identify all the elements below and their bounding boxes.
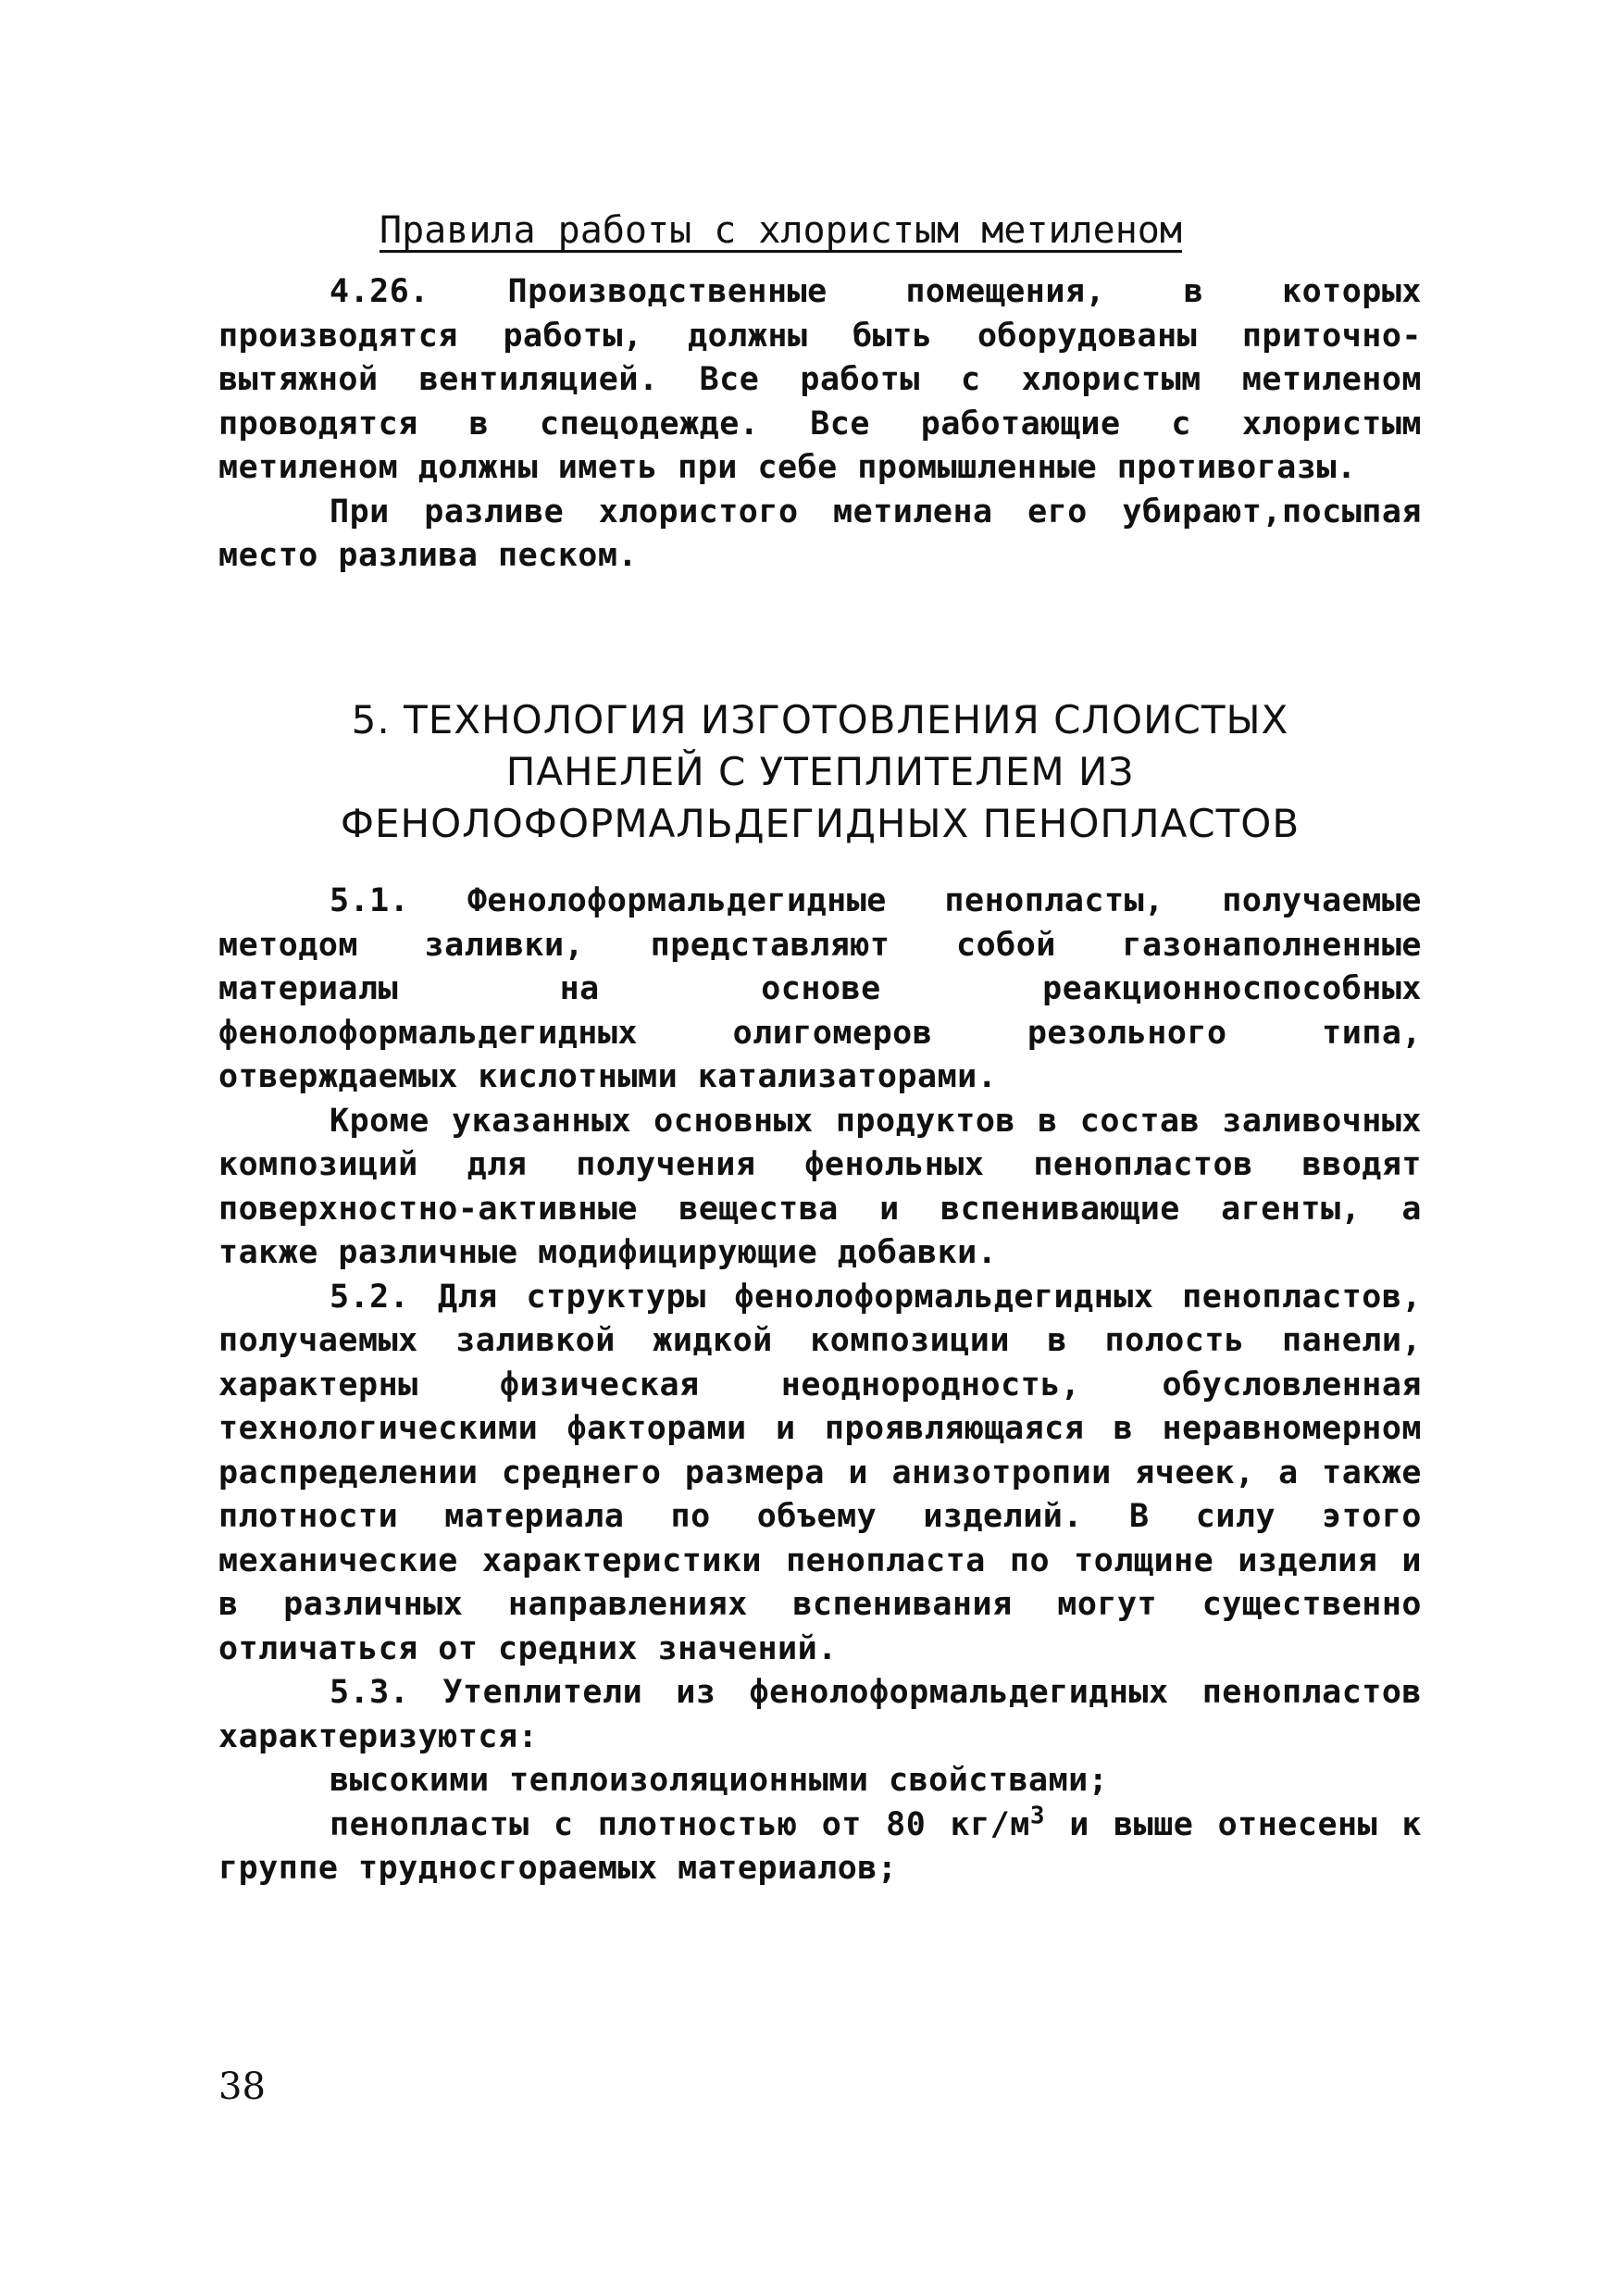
paragraph-text: Производственные помещения, в которых производятся работы, должны быть оборудованы приточно-вытяжной вентиляцией. Все работы с хлористым метиленом проводятся в спецодежде. Все работающие с хлористым метиленом должны иметь при себе промышленные противогазы. xyxy=(218,273,1422,486)
paragraph-text: Для структуры фенолоформальдегидных пенопластов, получаемых заливкой жидкой композиции в полость панели, характерны физическая неоднородность, обусловленная технологическими факторами и проявляющаяся в неравномерном распределении среднего размера и анизотропии ячеек, а также плотности материала по объему изделий. В силу этого механические характеристики пенопласта по толщине изделия и в различных направлениях вспенивания могут существенно отличаться от средних значений. xyxy=(218,1278,1422,1667)
paragraph-text: Фенолоформальдегидные пенопласты, получаемые методом заливки, представляют собой газонаполненные материалы на основе реакционноспособных фенолоформальдегидных олигомеров резольного типа, отверждаемых кислотными катализаторами. xyxy=(218,882,1422,1095)
section-title xyxy=(218,694,1422,850)
list-item xyxy=(218,1803,1422,1891)
rules-heading: Правила работы с хлористым метиленом xyxy=(380,209,1182,252)
paragraph-number: 5.3. xyxy=(330,1674,410,1711)
paragraph-5-3 xyxy=(218,1671,1422,1759)
rules-block xyxy=(218,270,1422,579)
paragraph-text: Утеплители из фенолоформальдегидных пенопластов характеризуются: xyxy=(218,1674,1422,1755)
paragraph-number: 5.1. xyxy=(330,882,410,919)
page-number: 38 xyxy=(218,2065,266,2108)
section-title-line-3: ФЕНОЛОФОРМАЛЬДЕГИДНЫХ ПЕНОПЛАСТОВ xyxy=(340,801,1301,846)
list-item-text: и выше отнесены к группе трудносгораемых материалов; xyxy=(218,1805,1422,1887)
paragraph-spill: При разливе хлористого метилена его убирают,посыпая место разлива песком. xyxy=(218,493,1422,574)
section-title-line-1: 5. ТЕХНОЛОГИЯ ИЗГОТОВЛЕНИЯ СЛОИСТЫХ xyxy=(351,697,1289,742)
paragraph-number: 4.26. xyxy=(330,273,429,310)
section-title-line-2: ПАНЕЛЕЙ С УТЕПЛИТЕЛЕМ ИЗ xyxy=(505,749,1135,794)
list-item-text: пенопласты с плотностью от 80 кг/м xyxy=(330,1805,1030,1843)
paragraph-number: 5.2. xyxy=(330,1278,410,1316)
paragraph-4-28 xyxy=(218,270,1422,491)
paragraph-5-2 xyxy=(218,1276,1422,1672)
list-item: высокими теплоизоляционными свойствами; xyxy=(330,1762,1109,1799)
paragraph-5-1 xyxy=(218,880,1422,1100)
superscript: 3 xyxy=(1029,1801,1045,1829)
section-5-block xyxy=(218,880,1422,1891)
paragraph-additives: Кроме указанных основных продуктов в состав заливочных композиций для получения фенольных пенопластов вводят поверхностно-активные вещества и вспенивающие агенты, а также различные модифицирующие добавки. xyxy=(218,1102,1422,1271)
